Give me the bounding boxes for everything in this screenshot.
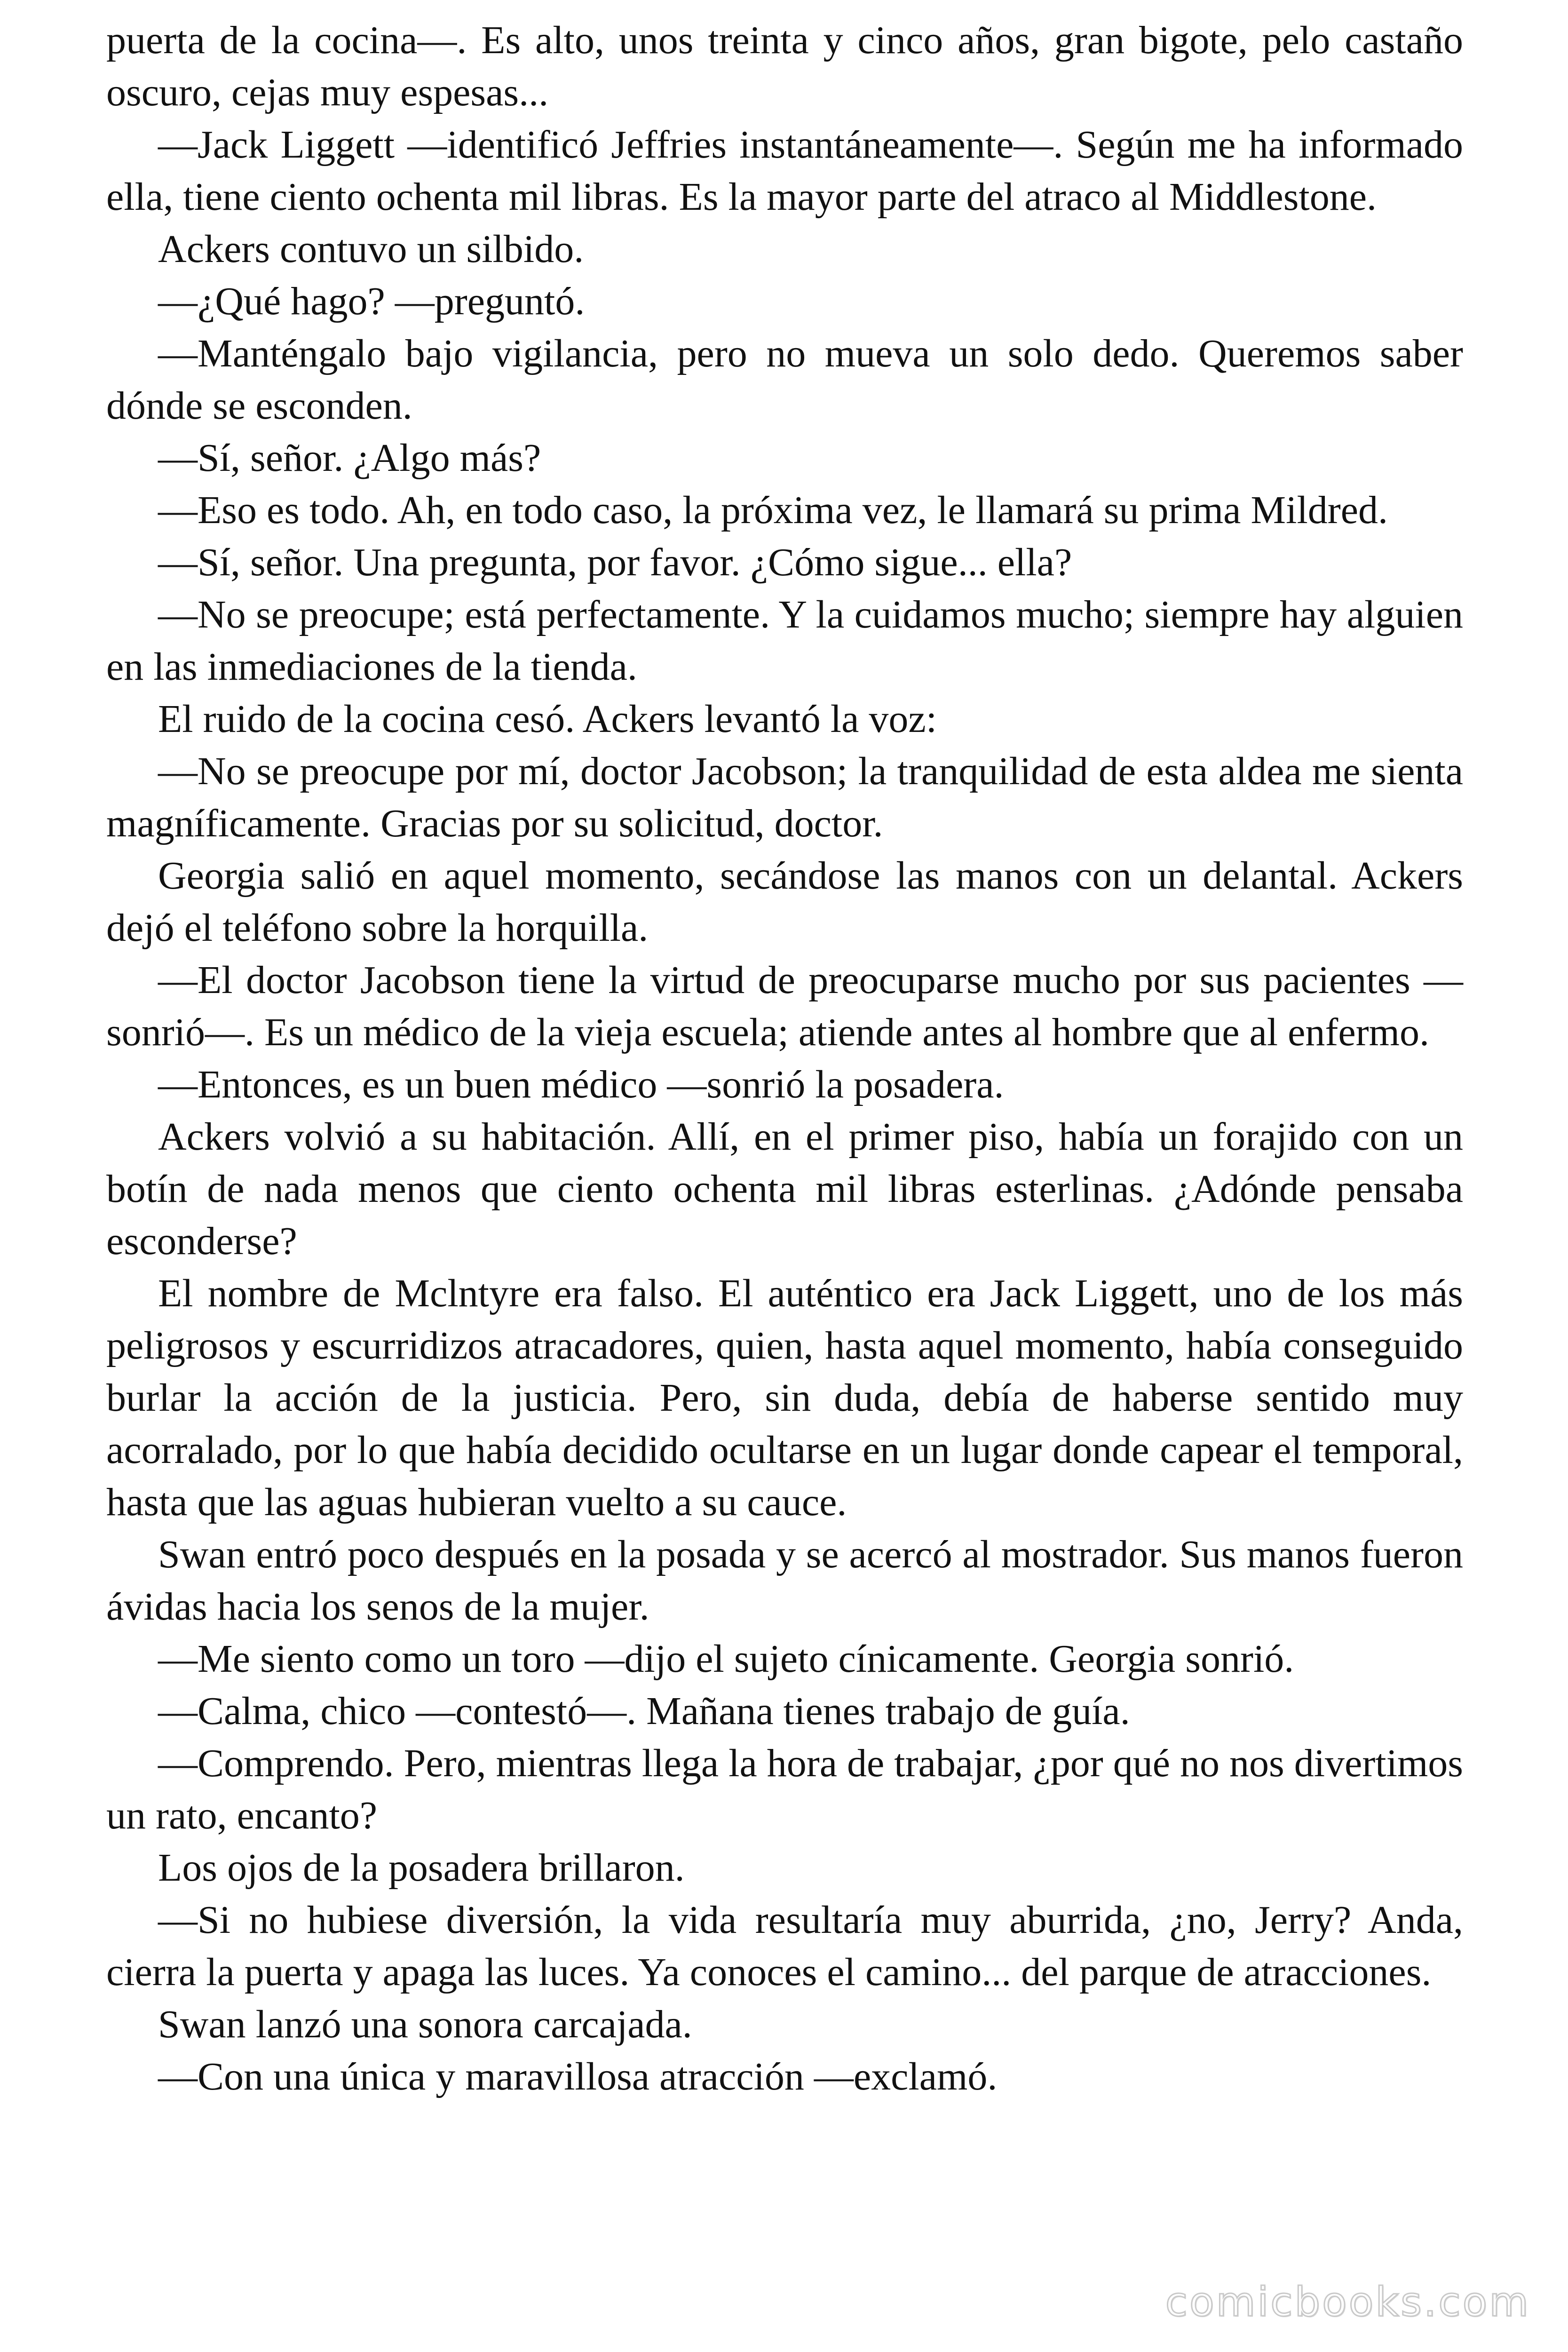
paragraph: Ackers contuvo un silbido. [158,227,584,271]
paragraph: Los ojos de la posadera brillaron. [158,1846,685,1890]
paragraph: —Calma, chico —contestó—. Mañana tienes trabajo de guía. [158,1689,1130,1733]
paragraph: —Manténgalo bajo vigilancia, pero no mueva un solo dedo. Queremos saber dónde se esconden. [106,332,1463,428]
paragraph: —Sí, señor. Una pregunta, por favor. ¿Cómo sigue... ella? [158,540,1072,584]
paragraph: —Entonces, es un buen médico —sonrió la posadera. [158,1063,1004,1106]
paragraph: —Me siento como un toro —dijo el sujeto cínicamente. Georgia sonrió. [158,1637,1294,1681]
paragraph: Swan lanzó una sonora carcajada. [158,2002,692,2046]
watermark: comicbooks.com [1165,2279,1530,2326]
paragraph: El ruido de la cocina cesó. Ackers levantó la voz: [158,697,937,741]
paragraph: —Comprendo. Pero, mientras llega la hora de trabajar, ¿por qué no nos divertimos un rato, encanto? [106,1741,1463,1837]
paragraph: —¿Qué hago? —preguntó. [158,279,585,323]
paragraph: Georgia salió en aquel momento, secándose las manos con un delantal. Ackers dejó el teléfono sobre la horquilla. [106,854,1463,950]
paragraph: —Jack Liggett —identificó Jeffries instantáneamente—. Según me ha informado ella, tiene ciento ochenta mil libras. Es la mayor parte del atraco al Middlestone. [106,123,1463,219]
paragraph-continuation: puerta de la cocina—. Es alto, unos treinta y cinco años, gran bigote, pelo castaño oscuro, cejas muy espesas... [106,18,1463,114]
paragraph: —Eso es todo. Ah, en todo caso, la próxima vez, le llamará su prima Mildred. [158,488,1388,532]
paragraph: —Con una única y maravillosa atracción —exclamó. [158,2055,998,2098]
paragraph: —No se preocupe por mí, doctor Jacobson; la tranquilidad de esta aldea me sienta magníficamente. Gracias por su solicitud, doctor. [106,749,1463,845]
paragraph: El nombre de Mclntyre era falso. El auténtico era Jack Liggett, uno de los más peligrosos y escurridizos atracadores, quien, hasta aquel momento, había conseguido burlar la acción de la justicia. Pero, sin duda, debía de haberse sentido muy acorralado, por lo que había decidido ocultarse en un lugar donde capear el temporal, hasta que las aguas hubieran vuelto a su cauce. [106,1271,1463,1524]
paragraph: —No se preocupe; está perfectamente. Y la cuidamos mucho; siempre hay alguien en las inmediaciones de la tienda. [106,593,1463,689]
body-text [106,14,1463,2103]
paragraph: —El doctor Jacobson tiene la virtud de preocuparse mucho por sus pacientes — sonrió—. Es un médico de la vieja escuela; atiende antes al hombre que al enfermo. [106,958,1463,1054]
paragraph: Swan entró poco después en la posada y se acercó al mostrador. Sus manos fueron ávidas hacia los senos de la mujer. [106,1533,1463,1629]
paragraph: Ackers volvió a su habitación. Allí, en el primer piso, había un forajido con un botín de nada menos que ciento ochenta mil libras esterlinas. ¿Adónde pensaba esconderse? [106,1115,1463,1263]
paragraph: —Si no hubiese diversión, la vida resultaría muy aburrida, ¿no, Jerry? Anda, cierra la puerta y apaga las luces. Ya conoces el camino... del parque de atracciones. [106,1898,1463,1994]
paragraph: —Sí, señor. ¿Algo más? [158,436,541,480]
